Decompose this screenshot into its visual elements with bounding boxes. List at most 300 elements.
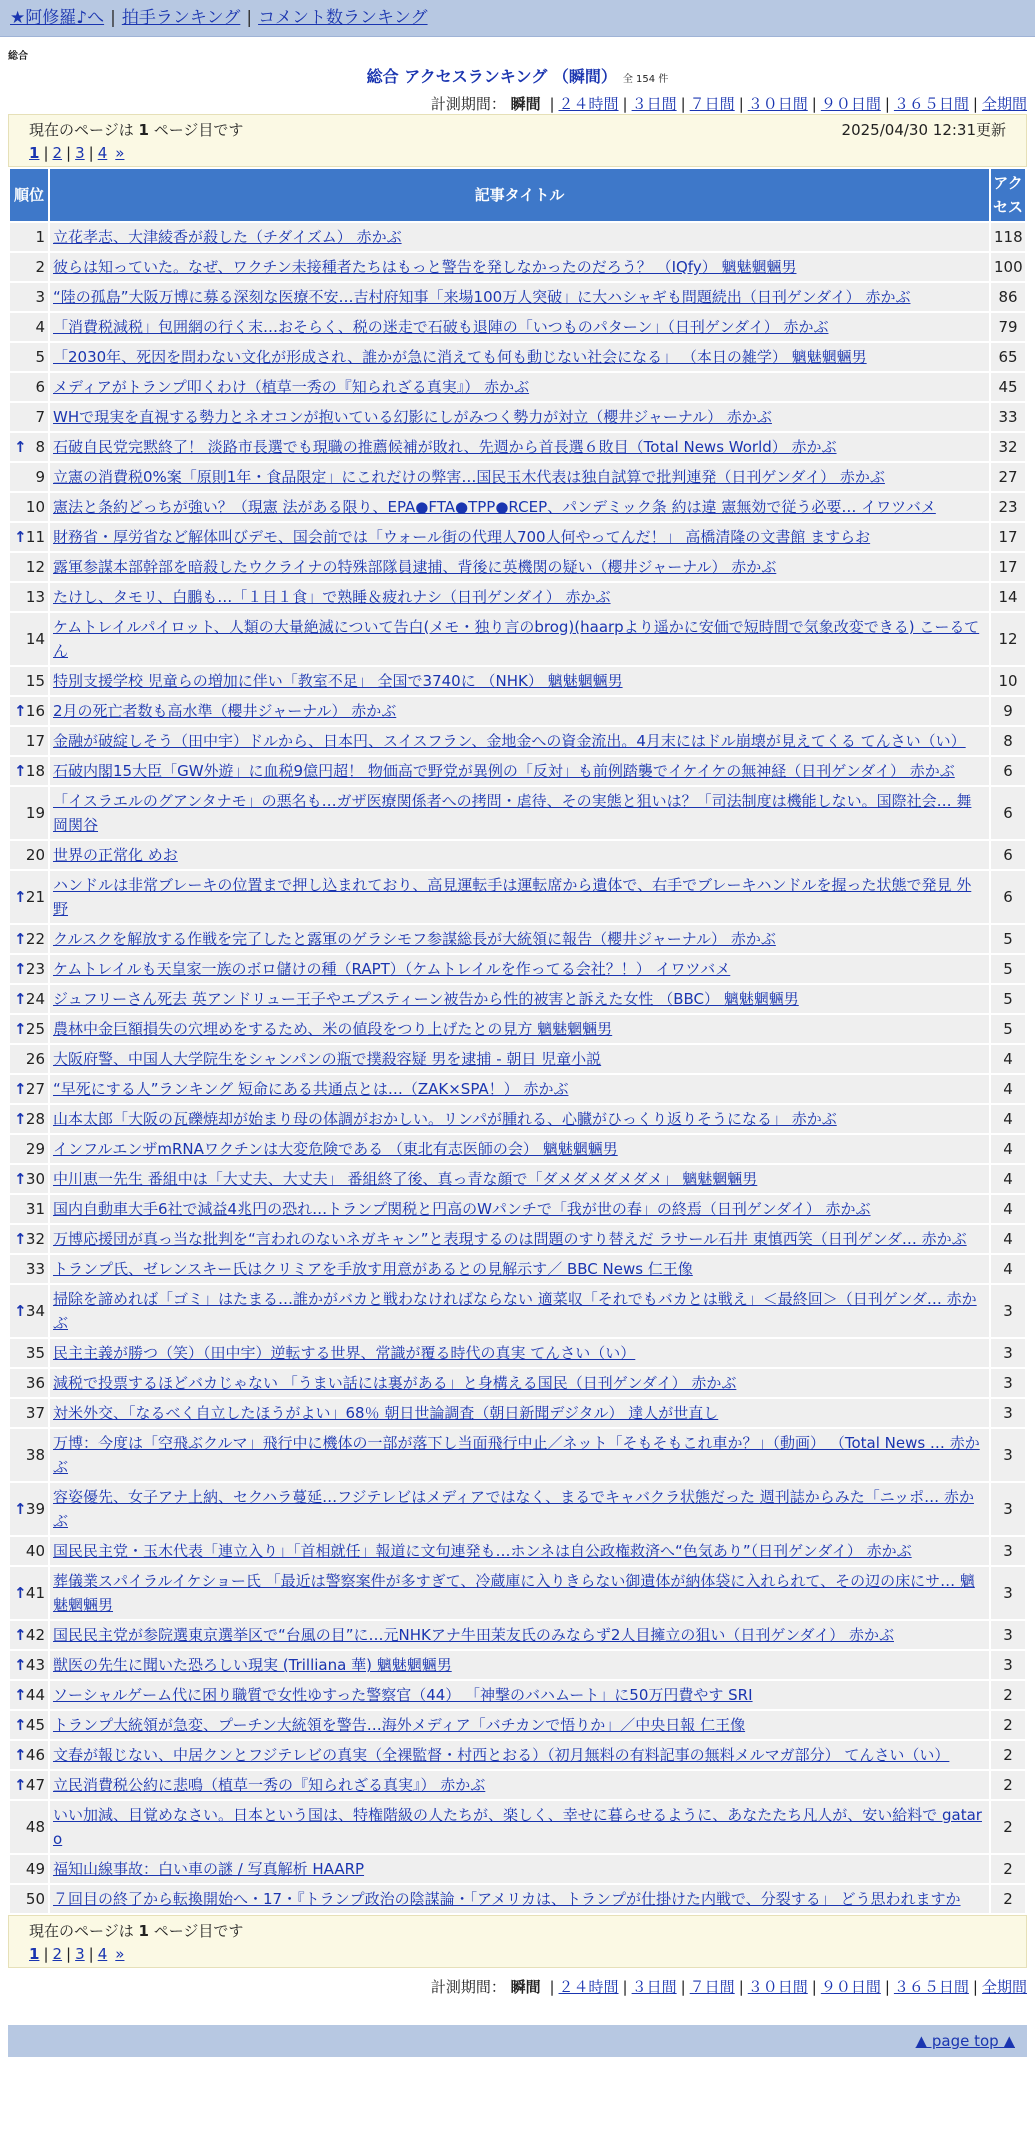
period-link[interactable]: ２４時間 [558, 95, 619, 113]
page-link[interactable]: 2 [52, 1945, 63, 1963]
table-row [10, 1195, 1025, 1223]
table-row [10, 697, 1025, 725]
nav-separator: | [246, 8, 253, 28]
title-cell [50, 1741, 989, 1769]
rank-up-arrow-icon: ↑ [14, 438, 27, 456]
rank-number: 27 [25, 1080, 45, 1098]
rank-number: 18 [25, 762, 45, 780]
article-link[interactable]: 中川恵一先生 番組中は「大丈夫、大丈夫」 番組終了後、真っ青な顔で「ダメダメダメダメ」 魑魅魍魎男 [53, 1170, 758, 1188]
nav-separator: | [110, 8, 116, 28]
table-row [10, 1339, 1025, 1367]
table-row [10, 433, 1025, 461]
title-cell [50, 1711, 989, 1739]
access-count: 79 [991, 313, 1025, 341]
table-row [10, 373, 1025, 401]
table-row [10, 1075, 1025, 1103]
period-current: 瞬間 [510, 1978, 541, 1996]
access-count: 5 [991, 925, 1025, 953]
access-count: 8 [991, 727, 1025, 755]
article-link[interactable]: トランプ大統領が急変、プーチン大統領を警告…海外メディア「バチカンで悟りか」／中央日報 仁王像 [53, 1716, 746, 1734]
article-link[interactable]: 国内自動車大手6社で減益4兆円の恐れ…トランプ関税と円高のWパンチで「我が世の春」の終焉（日刊ゲンダイ） 赤かぶ [53, 1200, 871, 1218]
table-row [10, 841, 1025, 869]
rank-number: 6 [35, 378, 45, 396]
rank-cell [10, 841, 48, 869]
title-cell [50, 1369, 989, 1397]
period-link[interactable]: 全期間 [981, 1978, 1027, 1996]
article-link[interactable]: 「2030年、死因を問わない文化が形成され、誰かが急に消えても何も動じない社会になる」 （本日の雑学） 魑魅魍魎男 [53, 348, 867, 366]
article-link[interactable]: 山本太郎「大阪の瓦礫焼却が始まり母の体調がおかしい。リンパが腫れる、心臓がひっくり返りそうになる」 赤かぶ [53, 1110, 837, 1128]
period-link[interactable]: ３日間 [631, 1978, 677, 1996]
title-cell [50, 463, 989, 491]
title-cell [50, 841, 989, 869]
total-count: 全 154 件 [622, 74, 669, 85]
access-count: 3 [991, 1429, 1025, 1481]
rank-number: 30 [25, 1170, 45, 1188]
page-title-row [0, 64, 1035, 87]
access-count: 118 [991, 223, 1025, 251]
title-cell [50, 1339, 989, 1367]
rank-number: 22 [25, 930, 45, 948]
rank-up-arrow-icon: ↑ [14, 702, 27, 720]
rank-cell [10, 1105, 48, 1133]
ranking-table [8, 167, 1027, 1915]
article-link[interactable]: ジュフリーさん死去 英アンドリュー王子やエプスティーン被告から性的被害と訴えた女性 （BBC） 魑魅魍魎男 [53, 990, 799, 1008]
title-cell [50, 1285, 989, 1337]
table-row [10, 493, 1025, 521]
article-link[interactable]: WHで現実を直視する勢力とネオコンが抱いている幻影にしがみつく勢力が対立（櫻井ジャーナル） 赤かぶ [53, 408, 772, 426]
table-row [10, 925, 1025, 953]
rank-cell [10, 1015, 48, 1043]
title-cell [50, 1225, 989, 1253]
title-cell [50, 1771, 989, 1799]
table-row [10, 343, 1025, 371]
table-row [10, 1285, 1025, 1337]
title-cell [50, 1801, 989, 1853]
table-row [10, 1801, 1025, 1853]
article-link[interactable]: 容姿優先、女子アナ上納、セクハラ蔓延…フジテレビはメディアではなく、まるでキャバクラ状態だった 週刊誌からみた「ニッポ… 赤かぶ [53, 1488, 974, 1530]
title-cell [50, 1195, 989, 1223]
rank-number: 8 [35, 438, 45, 456]
page-link-current[interactable]: 1 [29, 144, 40, 162]
rank-cell [10, 613, 48, 665]
rank-up-arrow-icon: ↑ [14, 888, 27, 906]
table-row [10, 1651, 1025, 1679]
title-cell [50, 1483, 989, 1535]
rank-cell [10, 1285, 48, 1337]
table-row [10, 1399, 1025, 1427]
rank-number: 5 [35, 348, 45, 366]
rank-cell [10, 1801, 48, 1853]
rank-number: 4 [35, 318, 45, 336]
table-row [10, 787, 1025, 839]
rank-cell [10, 313, 48, 341]
page-separator: | [88, 144, 94, 162]
rank-cell [10, 1135, 48, 1163]
article-link[interactable]: 福知山線事故：白い車の謎 / 写真解析 HAARP [53, 1860, 365, 1878]
article-link[interactable]: ハンドルは非常ブレーキの位置まで押し込まれており、高見運転手は運転席から遺体で、右手でブレーキハンドルを握った状態で発見 外野 [53, 876, 972, 918]
period-separator: | [972, 95, 978, 113]
rank-cell [10, 1855, 48, 1883]
access-count: 2 [991, 1801, 1025, 1853]
table-row [10, 1711, 1025, 1739]
article-link[interactable]: ７回目の終了から転換開始へ・17・『トランプ政治の陰謀論・「アメリカは、トランプが仕掛けた内戦で、分裂する」 どう思われますか [53, 1890, 961, 1908]
rank-number: 9 [35, 468, 45, 486]
rank-number: 50 [25, 1890, 45, 1908]
rank-cell [10, 1195, 48, 1223]
period-link[interactable]: ３６５日間 [893, 1978, 969, 1996]
period-label: 計測期間： [430, 95, 506, 113]
title-cell [50, 871, 989, 923]
article-link[interactable]: “早死にする人”ランキング 短命にある共通点とは…（ZAK×SPA！） 赤かぶ [53, 1080, 569, 1098]
article-link[interactable]: クルスクを解放する作戦を完了したと露軍のゲラシモフ参謀総長が大統領に報告（櫻井ジャーナル） 赤かぶ [53, 930, 776, 948]
article-link[interactable]: “陸の孤島”大阪万博に募る深刻な医療不安…吉村府知事「来場100万人突破」に大ハシャギも問題続出（日刊ゲンダイ） 赤かぶ [53, 288, 911, 306]
article-link[interactable]: 「イスラエルのグアンタナモ」の悪名も…ガザ医療関係者への拷問・虐待、その実態と狙いは？「司法制度は機能しない。国際社会… 舞岡関谷 [53, 792, 972, 834]
period-separator: | [680, 1978, 686, 1996]
rank-cell [10, 1711, 48, 1739]
next-page-link[interactable]: » [115, 1945, 125, 1963]
rank-number: 36 [25, 1374, 45, 1392]
access-count: 3 [991, 1339, 1025, 1367]
title-cell [50, 787, 989, 839]
rank-number: 16 [25, 702, 45, 720]
article-link[interactable]: 文春が報じない、中居クンとフジテレビの真実（全裸監督・村西とおる）（初月無料の有料記事の無料メルマガ部分） てんさい（い） [53, 1746, 950, 1764]
access-count: 6 [991, 841, 1025, 869]
access-count: 3 [991, 1285, 1025, 1337]
access-count: 6 [991, 787, 1025, 839]
access-count: 4 [991, 1255, 1025, 1283]
title-cell [50, 667, 989, 695]
rank-up-arrow-icon: ↑ [14, 1746, 27, 1764]
access-count: 14 [991, 583, 1025, 611]
article-link[interactable]: 2月の死亡者数も高水準（櫻井ジャーナル） 赤かぶ [53, 702, 397, 720]
page-link[interactable]: 4 [97, 144, 108, 162]
title-cell [50, 553, 989, 581]
title-cell [50, 433, 989, 461]
page-link[interactable]: 4 [97, 1945, 108, 1963]
access-count: 33 [991, 403, 1025, 431]
article-link[interactable]: 特別支援学校 児童らの増加に伴い「教室不足」 全国で3740に （NHK） 魑魅魍魎男 [53, 672, 623, 690]
rank-number: 46 [25, 1746, 45, 1764]
rank-cell [10, 1045, 48, 1073]
title-cell [50, 1165, 989, 1193]
access-count: 86 [991, 283, 1025, 311]
rank-cell [10, 1483, 48, 1535]
rank-up-arrow-icon: ↑ [14, 1584, 27, 1602]
article-link[interactable]: 万博：今度は「空飛ぶクルマ」飛行中に機体の一部が落下し当面飛行中止／ネット「そもそもこれ車か？」（動画） （Total News … 赤かぶ [53, 1434, 980, 1476]
rank-cell [10, 727, 48, 755]
rank-cell [10, 1255, 48, 1283]
rank-cell [10, 985, 48, 1013]
article-link[interactable]: トランプ氏、ゼレンスキー氏はクリミアを手放す用意があるとの見解示す／ BBC News 仁王像 [53, 1260, 693, 1278]
rank-up-arrow-icon: ↑ [14, 930, 27, 948]
comment-ranking-link[interactable]: コメント数ランキング [258, 8, 428, 28]
page-separator: | [66, 144, 72, 162]
table-row [10, 955, 1025, 983]
rank-up-arrow-icon: ↑ [14, 1020, 27, 1038]
rank-number: 49 [25, 1860, 45, 1878]
article-link[interactable]: 立花孝志、大津綾香が殺した（チダイズム） 赤かぶ [53, 228, 402, 246]
table-row [10, 1537, 1025, 1565]
article-link[interactable]: インフルエンザmRNAワクチンは大変危険である （東北有志医師の会） 魑魅魍魎男 [53, 1140, 618, 1158]
title-cell [50, 223, 989, 251]
rank-up-arrow-icon: ↑ [14, 1776, 27, 1794]
article-link[interactable]: 対米外交、「なるべく自立したほうがよい」68％ 朝日世論調査（朝日新聞デジタル） 達人が世直し [53, 1404, 719, 1422]
period-link[interactable]: ３０日間 [747, 1978, 808, 1996]
title-cell [50, 727, 989, 755]
article-link[interactable]: 憲法と条約どっちが強い？（現憲 法がある限り、EPA●FTA●TPP●RCEP、パンデミック条 約は違 憲無効で従う必要… イワツバメ [53, 498, 936, 516]
title-cell [50, 697, 989, 725]
rank-cell [10, 493, 48, 521]
access-count: 12 [991, 613, 1025, 665]
access-count: 4 [991, 1225, 1025, 1253]
rank-cell [10, 697, 48, 725]
rank-number: 42 [25, 1626, 45, 1644]
title-cell [50, 1537, 989, 1565]
access-count: 4 [991, 1075, 1025, 1103]
rank-number: 20 [25, 846, 45, 864]
page-link[interactable]: 2 [52, 144, 63, 162]
article-link[interactable]: 石破内閣15大臣「GW外遊」に血税9億円超！ 物価高で野党が異例の「反対」も前例踏襲でイケイケの無神経（日刊ゲンダイ） 赤かぶ [53, 762, 955, 780]
access-count: 23 [991, 493, 1025, 521]
article-link[interactable]: 露軍参謀本部幹部を暗殺したウクライナの特殊部隊員逮捕、背後に英機関の疑い（櫻井ジャーナル） 赤かぶ [53, 558, 777, 576]
table-row [10, 1015, 1025, 1043]
article-link[interactable]: 民主主義が勝つ（笑）（田中宇）逆転する世界、常識が覆る時代の真実 てんさい（い） [53, 1344, 636, 1362]
rank-cell [10, 403, 48, 431]
rank-number: 28 [25, 1110, 45, 1128]
page-top-link[interactable]: ▲ page top ▲ [915, 2032, 1015, 2050]
article-link[interactable]: 財務省・厚労省など解体叫びデモ、国会前では「ウォール街の代理人700人何やってんだ！」 高橋清隆の文書館 ますらお [53, 528, 871, 546]
rank-cell [10, 1537, 48, 1565]
period-separator: | [549, 95, 555, 113]
title-cell [50, 523, 989, 551]
period-link[interactable]: ７日間 [689, 95, 735, 113]
access-count: 6 [991, 757, 1025, 785]
period-link[interactable]: ７日間 [689, 1978, 735, 1996]
page-info-text: 現在のページは 1 ページ目です [29, 121, 244, 139]
period-link[interactable]: ３６５日間 [893, 95, 969, 113]
rank-number: 15 [25, 672, 45, 690]
access-count: 17 [991, 523, 1025, 551]
rank-cell [10, 1567, 48, 1619]
rank-number: 12 [25, 558, 45, 576]
col-header-title: 記事タイトル [50, 169, 989, 221]
rank-cell [10, 1681, 48, 1709]
title-cell [50, 1015, 989, 1043]
rank-number: 10 [25, 498, 45, 516]
rank-number: 24 [25, 990, 45, 1008]
period-link[interactable]: ３日間 [631, 95, 677, 113]
page-separator: | [43, 144, 49, 162]
rank-number: 33 [25, 1260, 45, 1278]
article-link[interactable]: ソーシャルゲーム代に困り職質で女性ゆすった警察官（44） 「神撃のバハムート」に50万円費やす SRI [53, 1686, 753, 1704]
period-separator: | [622, 95, 628, 113]
access-count: 3 [991, 1399, 1025, 1427]
access-count: 5 [991, 985, 1025, 1013]
rank-cell [10, 1885, 48, 1913]
table-row [10, 223, 1025, 251]
table-row [10, 253, 1025, 281]
article-link[interactable]: 万博応援団が真っ当な批判を“言われのないネガキャン”と表現するのは問題のすり替えだ ラサール石井 東慎西笑（日刊ゲンダ… 赤かぶ [53, 1230, 967, 1248]
rank-cell [10, 925, 48, 953]
article-link[interactable]: 世界の正常化 めお [53, 846, 178, 864]
rank-cell [10, 583, 48, 611]
period-link[interactable]: ２４時間 [558, 1978, 619, 1996]
table-row [10, 1225, 1025, 1253]
period-separator: | [738, 1978, 744, 1996]
period-link[interactable]: ９０日間 [820, 1978, 881, 1996]
table-row [10, 757, 1025, 785]
rank-cell [10, 757, 48, 785]
access-count: 100 [991, 253, 1025, 281]
article-link[interactable]: 国民民主党・玉木代表「連立入り」「首相就任」報道に文句連発も…ホンネは自公政権救済へ“色気あり”（日刊ゲンダイ） 赤かぶ [53, 1542, 912, 1560]
rank-number: 1 [35, 228, 45, 246]
rank-up-arrow-icon: ↑ [14, 1230, 27, 1248]
access-count: 45 [991, 373, 1025, 401]
title-cell [50, 1399, 989, 1427]
rank-up-arrow-icon: ↑ [14, 990, 27, 1008]
rank-number: 37 [25, 1404, 45, 1422]
article-link[interactable]: 獣医の先生に聞いた恐ろしい現実 (Trilliana 華) 魑魅魍魎男 [53, 1656, 452, 1674]
access-count: 2 [991, 1711, 1025, 1739]
table-row [10, 613, 1025, 665]
rank-up-arrow-icon: ↑ [14, 528, 27, 546]
table-row [10, 1045, 1025, 1073]
title-cell [50, 403, 989, 431]
rank-cell [10, 553, 48, 581]
clap-ranking-link[interactable]: 拍手ランキング [121, 8, 241, 28]
rank-number: 21 [25, 888, 45, 906]
page-separator: | [66, 1945, 72, 1963]
rank-cell [10, 1339, 48, 1367]
rank-cell [10, 871, 48, 923]
article-link[interactable]: 「消費税減税」包囲網の行く末…おそらく、税の迷走で石破も退陣の「いつものパターン」（日刊ゲンダイ） 赤かぶ [53, 318, 829, 336]
access-count: 17 [991, 553, 1025, 581]
rank-cell [10, 1741, 48, 1769]
table-row [10, 1567, 1025, 1619]
access-count: 3 [991, 1483, 1025, 1535]
rank-number: 39 [25, 1500, 45, 1518]
title-cell [50, 985, 989, 1013]
access-count: 10 [991, 667, 1025, 695]
rank-up-arrow-icon: ↑ [14, 1656, 27, 1674]
title-cell [50, 925, 989, 953]
title-cell [50, 583, 989, 611]
rank-number: 17 [25, 732, 45, 750]
rank-number: 13 [25, 588, 45, 606]
article-link[interactable]: 農林中金巨額損失の穴埋めをするため、米の値段をつり上げたとの見方 魑魅魍魎男 [53, 1020, 613, 1038]
title-cell [50, 493, 989, 521]
rank-number: 48 [25, 1818, 45, 1836]
next-page-link[interactable]: » [115, 144, 125, 162]
period-link[interactable]: ３０日間 [747, 95, 808, 113]
table-row [10, 727, 1025, 755]
rank-up-arrow-icon: ↑ [14, 1302, 27, 1320]
access-count: 5 [991, 1015, 1025, 1043]
title-cell [50, 1105, 989, 1133]
table-row [10, 871, 1025, 923]
table-row [10, 667, 1025, 695]
rank-number: 19 [25, 804, 45, 822]
home-link[interactable]: ★阿修羅♪へ [10, 8, 105, 28]
article-link[interactable]: ケムトレイルも天皇家一族のボロ儲けの種（RAPT）（ケムトレイルを作ってる会社？！） イワツバメ [53, 960, 731, 978]
period-link[interactable]: ９０日間 [820, 95, 881, 113]
page-link[interactable]: 3 [75, 144, 85, 162]
table-row [10, 1135, 1025, 1163]
rank-cell [10, 1369, 48, 1397]
title-cell [50, 373, 989, 401]
title-cell [50, 1045, 989, 1073]
rank-number: 45 [25, 1716, 45, 1734]
access-count: 5 [991, 955, 1025, 983]
article-link[interactable]: たけし、タモリ、白鵬も…「１日１食」で熟睡＆疲れナシ（日刊ゲンダイ） 赤かぶ [53, 588, 611, 606]
article-link[interactable]: ケムトレイルパイロット、人類の大量絶滅について告白(メモ・独り言のbrog)(haarpより遥かに安価で短時間で気象改変できる) こーるてん [53, 618, 980, 660]
access-count: 2 [991, 1681, 1025, 1709]
article-link[interactable]: 減税で投票するほどバカじゃない 「うまい話には裏がある」と身構える国民（日刊ゲンダイ） 赤かぶ [53, 1374, 737, 1392]
table-row [10, 1165, 1025, 1193]
table-row [10, 1741, 1025, 1769]
page-info-text: 現在のページは 1 ページ目です [29, 1922, 244, 1940]
title-cell [50, 613, 989, 665]
article-link[interactable]: 立憲の消費税0%案「原則1年・食品限定」にこれだけの弊害…国民玉木代表は独自試算で批判連発（日刊ゲンダイ） 赤かぶ [53, 468, 885, 486]
rank-cell [10, 223, 48, 251]
article-link[interactable]: 石破自民党完黙終了！ 淡路市長選でも現職の推薦候補が敗れ、先週から首長選６敗目（Total News World） 赤かぶ [53, 438, 837, 456]
access-count: 32 [991, 433, 1025, 461]
article-link[interactable]: 彼らは知っていた。なぜ、ワクチン未接種者たちはもっと警告を発しなかったのだろう？ （IQfy） 魑魅魍魎男 [53, 258, 797, 276]
access-count: 3 [991, 1651, 1025, 1679]
article-link[interactable]: いい加減、目覚めなさい。日本という国は、特権階級の人たちが、楽しく、幸せに暮らせるように、あなたたち凡人が、安い給料で gataro [53, 1806, 982, 1848]
footer-bar [8, 2025, 1027, 2057]
period-link[interactable]: 全期間 [981, 95, 1027, 113]
article-link[interactable]: メディアがトランプ叩くわけ（植草一秀の『知られざる真実』） 赤かぶ [53, 378, 530, 396]
access-count: 4 [991, 1195, 1025, 1223]
title-cell [50, 1681, 989, 1709]
period-selector-top [0, 93, 1035, 114]
access-count: 6 [991, 871, 1025, 923]
rank-number: 44 [25, 1686, 45, 1704]
article-link[interactable]: 葬儀業スパイラルイケショー氏 「最近は警察案件が多すぎて、冷蔵庫に入りきらない御遺体が納体袋に入れられて、その辺の床にサ… 魑魅魍魎男 [53, 1572, 975, 1614]
title-cell [50, 1135, 989, 1163]
article-link[interactable]: 金融が破綻しそう（田中宇）ドルから、日本円、スイスフラン、金地金への資金流出。4月末にはドル崩壊が見えてくる てんさい（い） [53, 732, 966, 750]
rank-up-arrow-icon: ↑ [14, 960, 27, 978]
rank-cell [10, 1651, 48, 1679]
title-cell [50, 283, 989, 311]
article-link[interactable]: 大阪府警、中国人大学院生をシャンパンの瓶で撲殺容疑 男を逮捕 - 朝日 児童小説 [53, 1050, 602, 1068]
article-link[interactable]: 掃除を諦めれば「ゴミ」はたまる…誰かがバカと戦わなければならない 適菜収「それでもバカとは戦え」＜最終回＞（日刊ゲンダ… 赤かぶ [53, 1290, 977, 1332]
top-nav-bar [0, 0, 1035, 37]
article-link[interactable]: 立民消費税公約に悲鳴（植草一秀の『知られざる真実』） 赤かぶ [53, 1776, 486, 1794]
page-link[interactable]: 3 [75, 1945, 85, 1963]
access-count: 4 [991, 1165, 1025, 1193]
table-row [10, 553, 1025, 581]
rank-up-arrow-icon: ↑ [14, 1170, 27, 1188]
rank-cell [10, 667, 48, 695]
rank-cell [10, 1399, 48, 1427]
access-count: 2 [991, 1771, 1025, 1799]
col-header-rank: 順位 [10, 169, 48, 221]
rank-up-arrow-icon: ↑ [14, 1686, 27, 1704]
article-link[interactable]: 国民民主党が参院選東京選挙区で“台風の目”に…元NHKアナ牛田茉友氏のみならず2人目擁立の狙い（日刊ゲンダイ） 赤かぶ [53, 1626, 894, 1644]
rank-number: 32 [25, 1230, 45, 1248]
rank-cell [10, 1225, 48, 1253]
rank-number: 29 [25, 1140, 45, 1158]
rank-number: 23 [25, 960, 45, 978]
table-row [10, 1885, 1025, 1913]
page-link-current[interactable]: 1 [29, 1945, 40, 1963]
rank-number: 14 [25, 630, 45, 648]
table-row [10, 1255, 1025, 1283]
rank-number: 40 [25, 1542, 45, 1560]
table-row [10, 1369, 1025, 1397]
